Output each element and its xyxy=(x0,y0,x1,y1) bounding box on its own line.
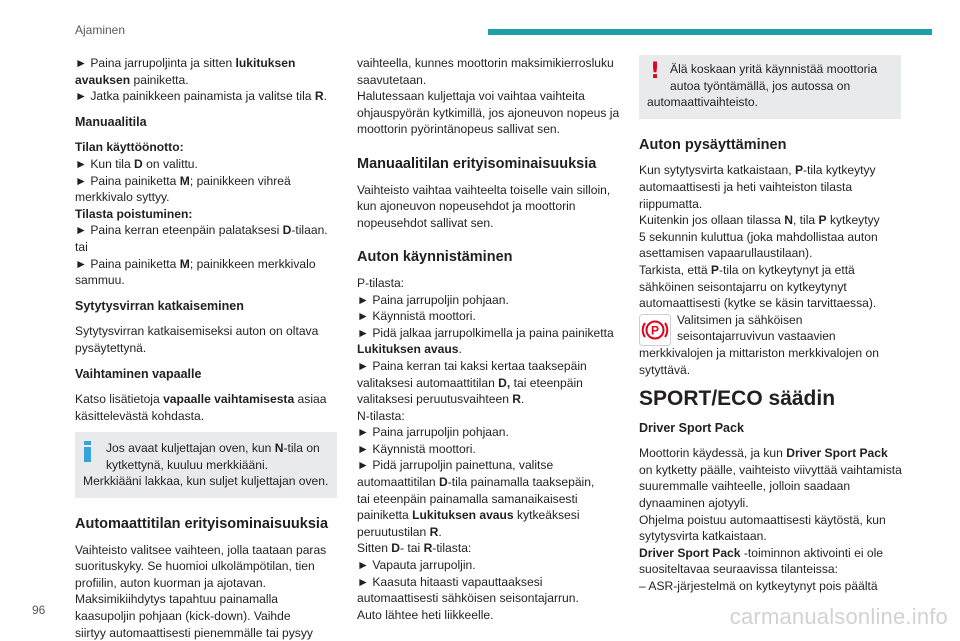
watermark: carmanualsonline.info xyxy=(729,604,948,629)
section-heading-sport-eco: SPORT/ECO säädin xyxy=(639,387,836,411)
text-line: merkkivalo syttyy. xyxy=(75,190,170,205)
text-line: suorituskyky. Se huomioi ulkolämpötilan, tien xyxy=(75,559,315,574)
section-heading-neutral: Vaihtaminen vapaalle xyxy=(75,366,202,381)
text-line: Ohjelma poistuu automaattisesti käytöstä, kun xyxy=(639,512,886,527)
text-line: suositeltavaa seuraavissa tilanteissa: xyxy=(639,562,838,577)
running-header: Ajaminen xyxy=(75,23,126,37)
text-line: 5 sekunnin kuluttua (joka mahdollistaa auton xyxy=(639,229,878,244)
text-line: avauksen painiketta. xyxy=(75,72,189,87)
text-line: Kuitenkin jos ollaan tilassa N, tila P kytkeytyy xyxy=(639,213,880,228)
text-line: ► Paina jarrupoljin pohjaan. xyxy=(357,292,509,307)
text-line: automaattivaihteisto. xyxy=(647,95,758,110)
text-line: Sytytysvirran katkaisemiseksi auton on oltava xyxy=(75,324,319,339)
text-line: P-tilasta: xyxy=(357,275,405,290)
text-line: seisontajarruvivun vastaavien xyxy=(677,329,836,344)
text-line: automaattisesti sähköisen seisontajarrun. xyxy=(357,591,579,606)
text-line: kun ajoneuvon nopeusehdot ja moottorin xyxy=(357,199,576,214)
text-line: ► Kaasuta hitaasti vapauttaaksesi xyxy=(357,574,543,589)
text-line: ► Paina jarrupoljin pohjaan. xyxy=(357,425,509,440)
text-line: ► Paina painiketta M; painikkeen vihreä xyxy=(75,173,291,188)
text-line: merkkivalojen ja mittariston merkkivalojen on xyxy=(639,345,879,360)
text-line: kytkettynä, kuuluu merkkiääni. xyxy=(106,457,268,472)
text-line: Halutessaan kuljettaja voi vaihtaa vaihteita xyxy=(357,89,585,104)
subheading-enable: Tilan käyttöönotto: xyxy=(75,140,184,155)
exclamation-icon: ! xyxy=(650,59,661,84)
text-line: dynaaminen ajotyyli. xyxy=(639,496,749,511)
text-line: painiketta Lukituksen avaus kytkeäksesi xyxy=(357,508,580,523)
text-line: ► Pidä jarrupoljin painettuna, valitse xyxy=(357,458,554,473)
text-line: ► Kun tila D on valittu. xyxy=(75,156,198,171)
text-line: sytytysvirta katkaistaan. xyxy=(639,529,767,544)
info-note xyxy=(75,432,337,498)
text-line: ► Jatka painikkeen painamista ja valitse tila R. xyxy=(75,89,327,104)
text-line: riippumatta. xyxy=(639,196,703,211)
text-line: ► Paina jarrupoljinta ja sitten lukituksen xyxy=(75,56,296,70)
text-line: ► Paina kerran tai kaksi kertaa taaksepäin xyxy=(357,358,587,373)
text-line: Älä koskaan yritä käynnistää moottoria xyxy=(670,62,878,76)
text-line: ► Käynnistä moottori. xyxy=(357,441,476,456)
column-3 xyxy=(639,55,901,595)
section-heading-ignition-off: Sytytysvirran katkaiseminen xyxy=(75,298,244,313)
brake-indicator-block xyxy=(639,312,901,378)
text-line: tai eteenpäin painamalla samanaikaisesti xyxy=(357,491,578,506)
text-line: N-tilasta: xyxy=(357,408,405,423)
text-line: automaattisesti ja heti vaihteiston tilasta xyxy=(639,179,853,194)
subheading-driver-sport-pack: Driver Sport Pack xyxy=(639,420,744,435)
text-line: asettamisen vapaarullaustilaan). xyxy=(639,246,813,261)
text-line: Sitten D- tai R-tilasta: xyxy=(357,541,472,556)
text-line: tai xyxy=(75,239,88,254)
text-line: automaattisesti (kytke se käsin tarvittaessa). xyxy=(639,296,877,311)
page-number: 96 xyxy=(32,603,46,617)
text-line: Merkkiääni lakkaa, kun suljet kuljettajan oven. xyxy=(83,474,329,489)
text-line: saavutetaan. xyxy=(357,72,427,87)
text-line: Kun sytytysvirta katkaistaan, P-tila kytkeytyy xyxy=(639,163,876,178)
text-line: sähköinen seisontajarru on kytkeytynyt xyxy=(639,279,847,294)
text-line: ► Pidä jalkaa jarrupolkimella ja paina painiketta xyxy=(357,325,614,340)
text-line: sytyttävä. xyxy=(639,362,691,377)
section-heading-stopping: Auton pysäyttäminen xyxy=(639,136,787,153)
text-line: Vaihteisto vaihtaa vaihteelta toiselle vain silloin, xyxy=(357,182,611,197)
text-line: suuremmalle vaihteelle, jolloin saadaan xyxy=(639,479,851,494)
text-line: siirtyy automaattisesti pienemmälle tai pysyy xyxy=(75,625,313,640)
text-line: Valitsimen ja sähköisen xyxy=(677,312,803,327)
section-heading-starting: Auton käynnistäminen xyxy=(357,249,513,266)
text-line: sammuu. xyxy=(75,273,125,288)
text-line: automaattitilan D-tila painamalla taaksepäin, xyxy=(357,475,595,490)
text-line: Auto lähtee heti liikkeelle. xyxy=(357,607,494,622)
text-line: Moottorin käydessä, ja kun Driver Sport Pack xyxy=(639,446,888,461)
text-line: Maksimikiihdytys tapahtuu painamalla xyxy=(75,592,279,607)
text-line: valitaksesi automaattitilan D, tai eteenpäin xyxy=(357,375,583,390)
text-line: valitaksesi peruutusvaihteen R. xyxy=(357,392,525,407)
warning-note xyxy=(639,55,901,119)
section-heading-manual-mode: Manuaalitila xyxy=(75,114,147,129)
text-line: ► Paina kerran eteenpäin palataksesi D-tilaan. xyxy=(75,223,328,238)
text-line: Jos avaat kuljettajan oven, kun N-tila on xyxy=(106,441,320,456)
subheading-disable: Tilasta poistuminen: xyxy=(75,206,193,221)
text-line: kaasupoljin pohjaan (kick-down). Vaihde xyxy=(75,609,291,624)
text-line: Katso lisätietoja vapaalle vaihtamisesta asiaa xyxy=(75,392,327,407)
section-heading-manual-specifics: Manuaalitilan erityisominaisuuksia xyxy=(357,155,597,172)
info-icon xyxy=(84,441,91,462)
text-line: ► Paina painiketta M; painikkeen merkkivalo xyxy=(75,256,316,271)
text-line: Tarkista, että P-tila on kytkeytynyt ja että xyxy=(639,262,855,277)
text-line: vaihteella, kunnes moottorin maksimikierrosluku xyxy=(357,56,614,70)
text-line: ► Käynnistä moottori. xyxy=(357,309,476,324)
column-2 xyxy=(357,55,619,623)
text-line: on kytketty päälle, vaihteisto viivyttää vaihtamista xyxy=(639,462,902,477)
text-line: nopeusehdot sallivat sen. xyxy=(357,215,494,230)
text-line: moottorin pyörintänopeus sallivat sen. xyxy=(357,122,561,137)
parking-brake-warning-icon xyxy=(639,314,671,346)
text-line: pysäytettynä. xyxy=(75,340,147,355)
text-line: Vaihteisto valitsee vaihteen, jolla taataan paras xyxy=(75,542,327,557)
text-line: Driver Sport Pack -toiminnon aktivointi ei ole xyxy=(639,545,884,560)
text-line: – ASR-järjestelmä on kytkeytynyt pois päältä xyxy=(639,579,878,594)
header-accent-bar xyxy=(488,29,932,35)
text-line: peruutustilan R. xyxy=(357,524,442,539)
text-line: Lukituksen avaus. xyxy=(357,342,462,357)
text-line: ► Vapauta jarrupoljin. xyxy=(357,558,476,573)
section-heading-auto-mode: Automaattitilan erityisominaisuuksia xyxy=(75,516,329,533)
text-line: profiilin, auton kuorman ja ajotavan. xyxy=(75,575,266,590)
svg-text:P: P xyxy=(650,323,660,338)
text-line: ohjauspyörän kytkimillä, jos ajoneuvon nopeus ja xyxy=(357,105,620,120)
text-line: käsittelevästä kohdasta. xyxy=(75,408,205,423)
column-1 xyxy=(75,55,337,641)
text-line: autoa työntämällä, jos autossa on xyxy=(670,78,851,93)
